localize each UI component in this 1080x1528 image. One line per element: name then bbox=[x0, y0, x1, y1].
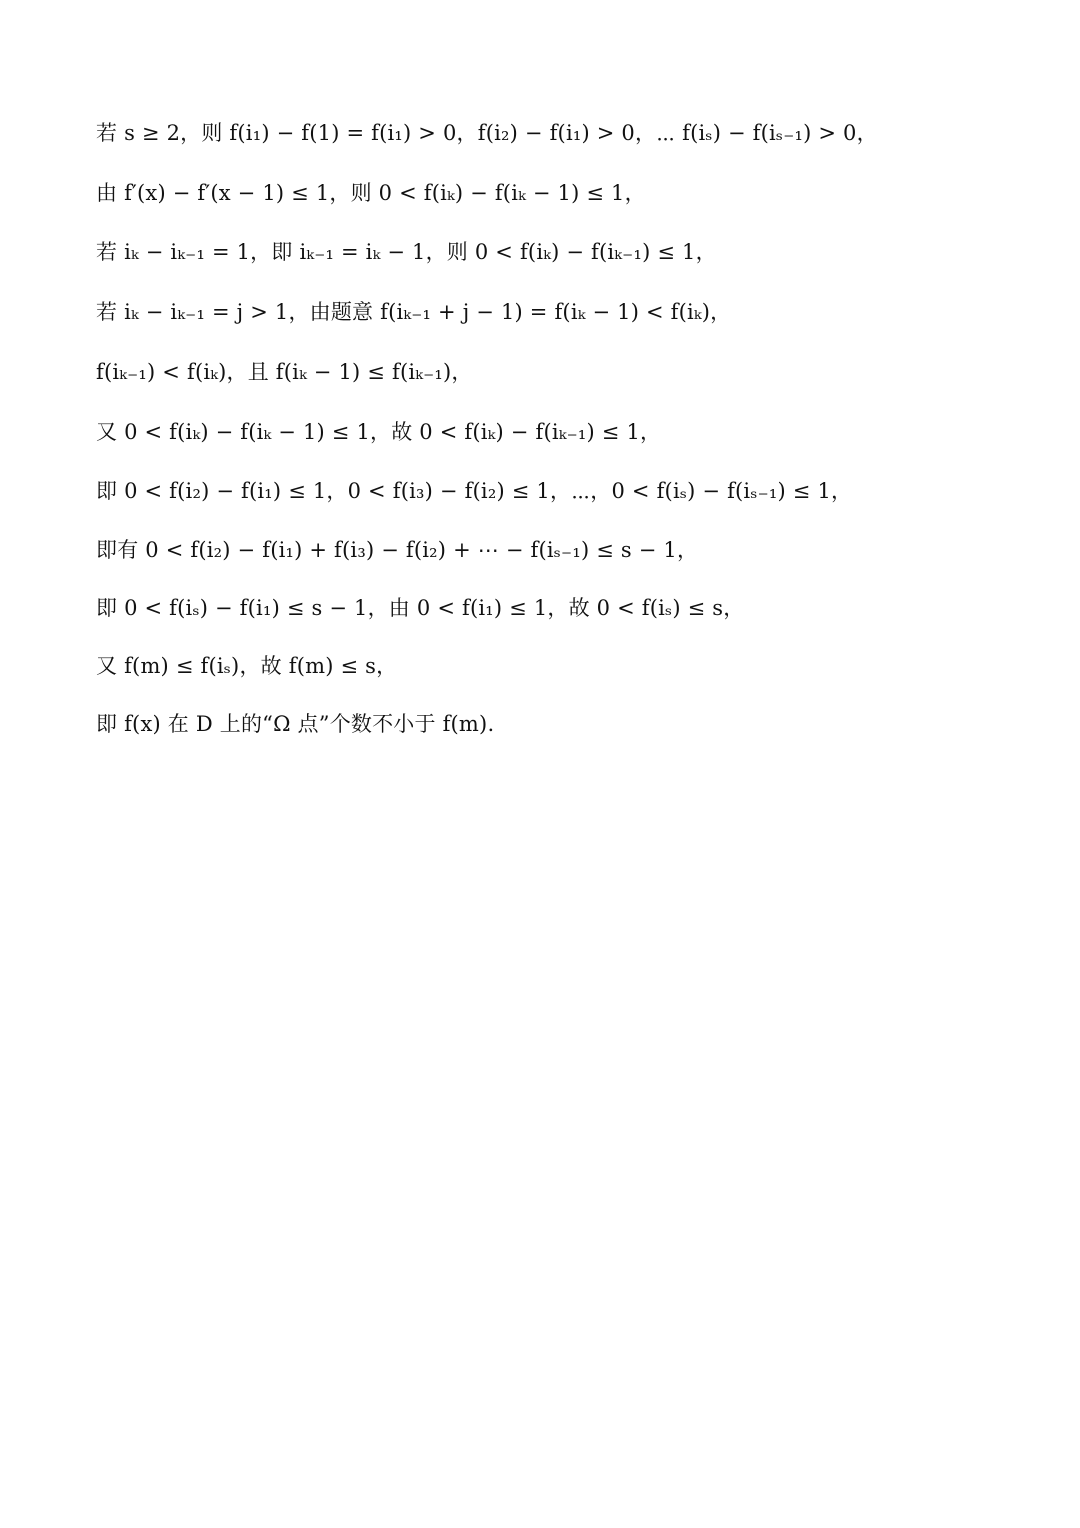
proof-line-text: 若 s ≥ 2，则 f(i₁) − f(1) = f(i₁) > 0，f(i₂) − f(i₁) > 0，⋯ f(iₛ) − f(iₛ₋₁) > 0， bbox=[96, 121, 878, 145]
proof-line-text: 即 0 < f(iₛ) − f(i₁) ≤ s − 1，由 0 < f(i₁) ≤ 1，故 0 < f(iₛ) ≤ s， bbox=[96, 596, 745, 620]
proof-line-6 bbox=[96, 412, 996, 452]
proof-line-7 bbox=[96, 471, 996, 511]
proof-line-2 bbox=[96, 173, 996, 213]
proof-line-9 bbox=[96, 588, 996, 628]
proof-line-text: 若 iₖ − iₖ₋₁ = j > 1，由题意 f(iₖ₋₁ + j − 1) = f(iₖ − 1) < f(iₖ)， bbox=[96, 300, 732, 324]
proof-line-8 bbox=[96, 530, 996, 570]
proof-line-3 bbox=[96, 232, 996, 272]
proof-line-text: f(iₖ₋₁) < f(iₖ)，且 f(iₖ − 1) ≤ f(iₖ₋₁)， bbox=[96, 360, 473, 384]
proof-line-text: 即 f(x) 在 D 上的“Ω 点”个数不小于 f(m). bbox=[96, 712, 495, 736]
proof-line-1 bbox=[96, 113, 996, 153]
proof-line-5 bbox=[96, 352, 996, 392]
proof-line-text: 又 f(m) ≤ f(iₛ)，故 f(m) ≤ s， bbox=[96, 654, 398, 678]
proof-line-text: 若 iₖ − iₖ₋₁ = 1，即 iₖ₋₁ = iₖ − 1，则 0 < f(iₖ) − f(iₖ₋₁) ≤ 1， bbox=[96, 240, 717, 264]
proof-line-11 bbox=[96, 704, 996, 744]
proof-line-text: 由 f′(x) − f′(x − 1) ≤ 1，则 0 < f(iₖ) − f(iₖ − 1) ≤ 1， bbox=[96, 181, 646, 205]
proof-line-text: 又 0 < f(iₖ) − f(iₖ − 1) ≤ 1，故 0 < f(iₖ) − f(iₖ₋₁) ≤ 1， bbox=[96, 420, 662, 444]
proof-line-text: 即 0 < f(i₂) − f(i₁) ≤ 1，0 < f(i₃) − f(i₂) ≤ 1，⋯，0 < f(iₛ) − f(iₛ₋₁) ≤ 1， bbox=[96, 479, 853, 503]
proof-line-4 bbox=[96, 292, 996, 332]
proof-line-10 bbox=[96, 646, 996, 686]
proof-line-text: 即有 0 < f(i₂) − f(i₁) + f(i₃) − f(i₂) + ⋯ − f(iₛ₋₁) ≤ s − 1， bbox=[96, 538, 699, 562]
